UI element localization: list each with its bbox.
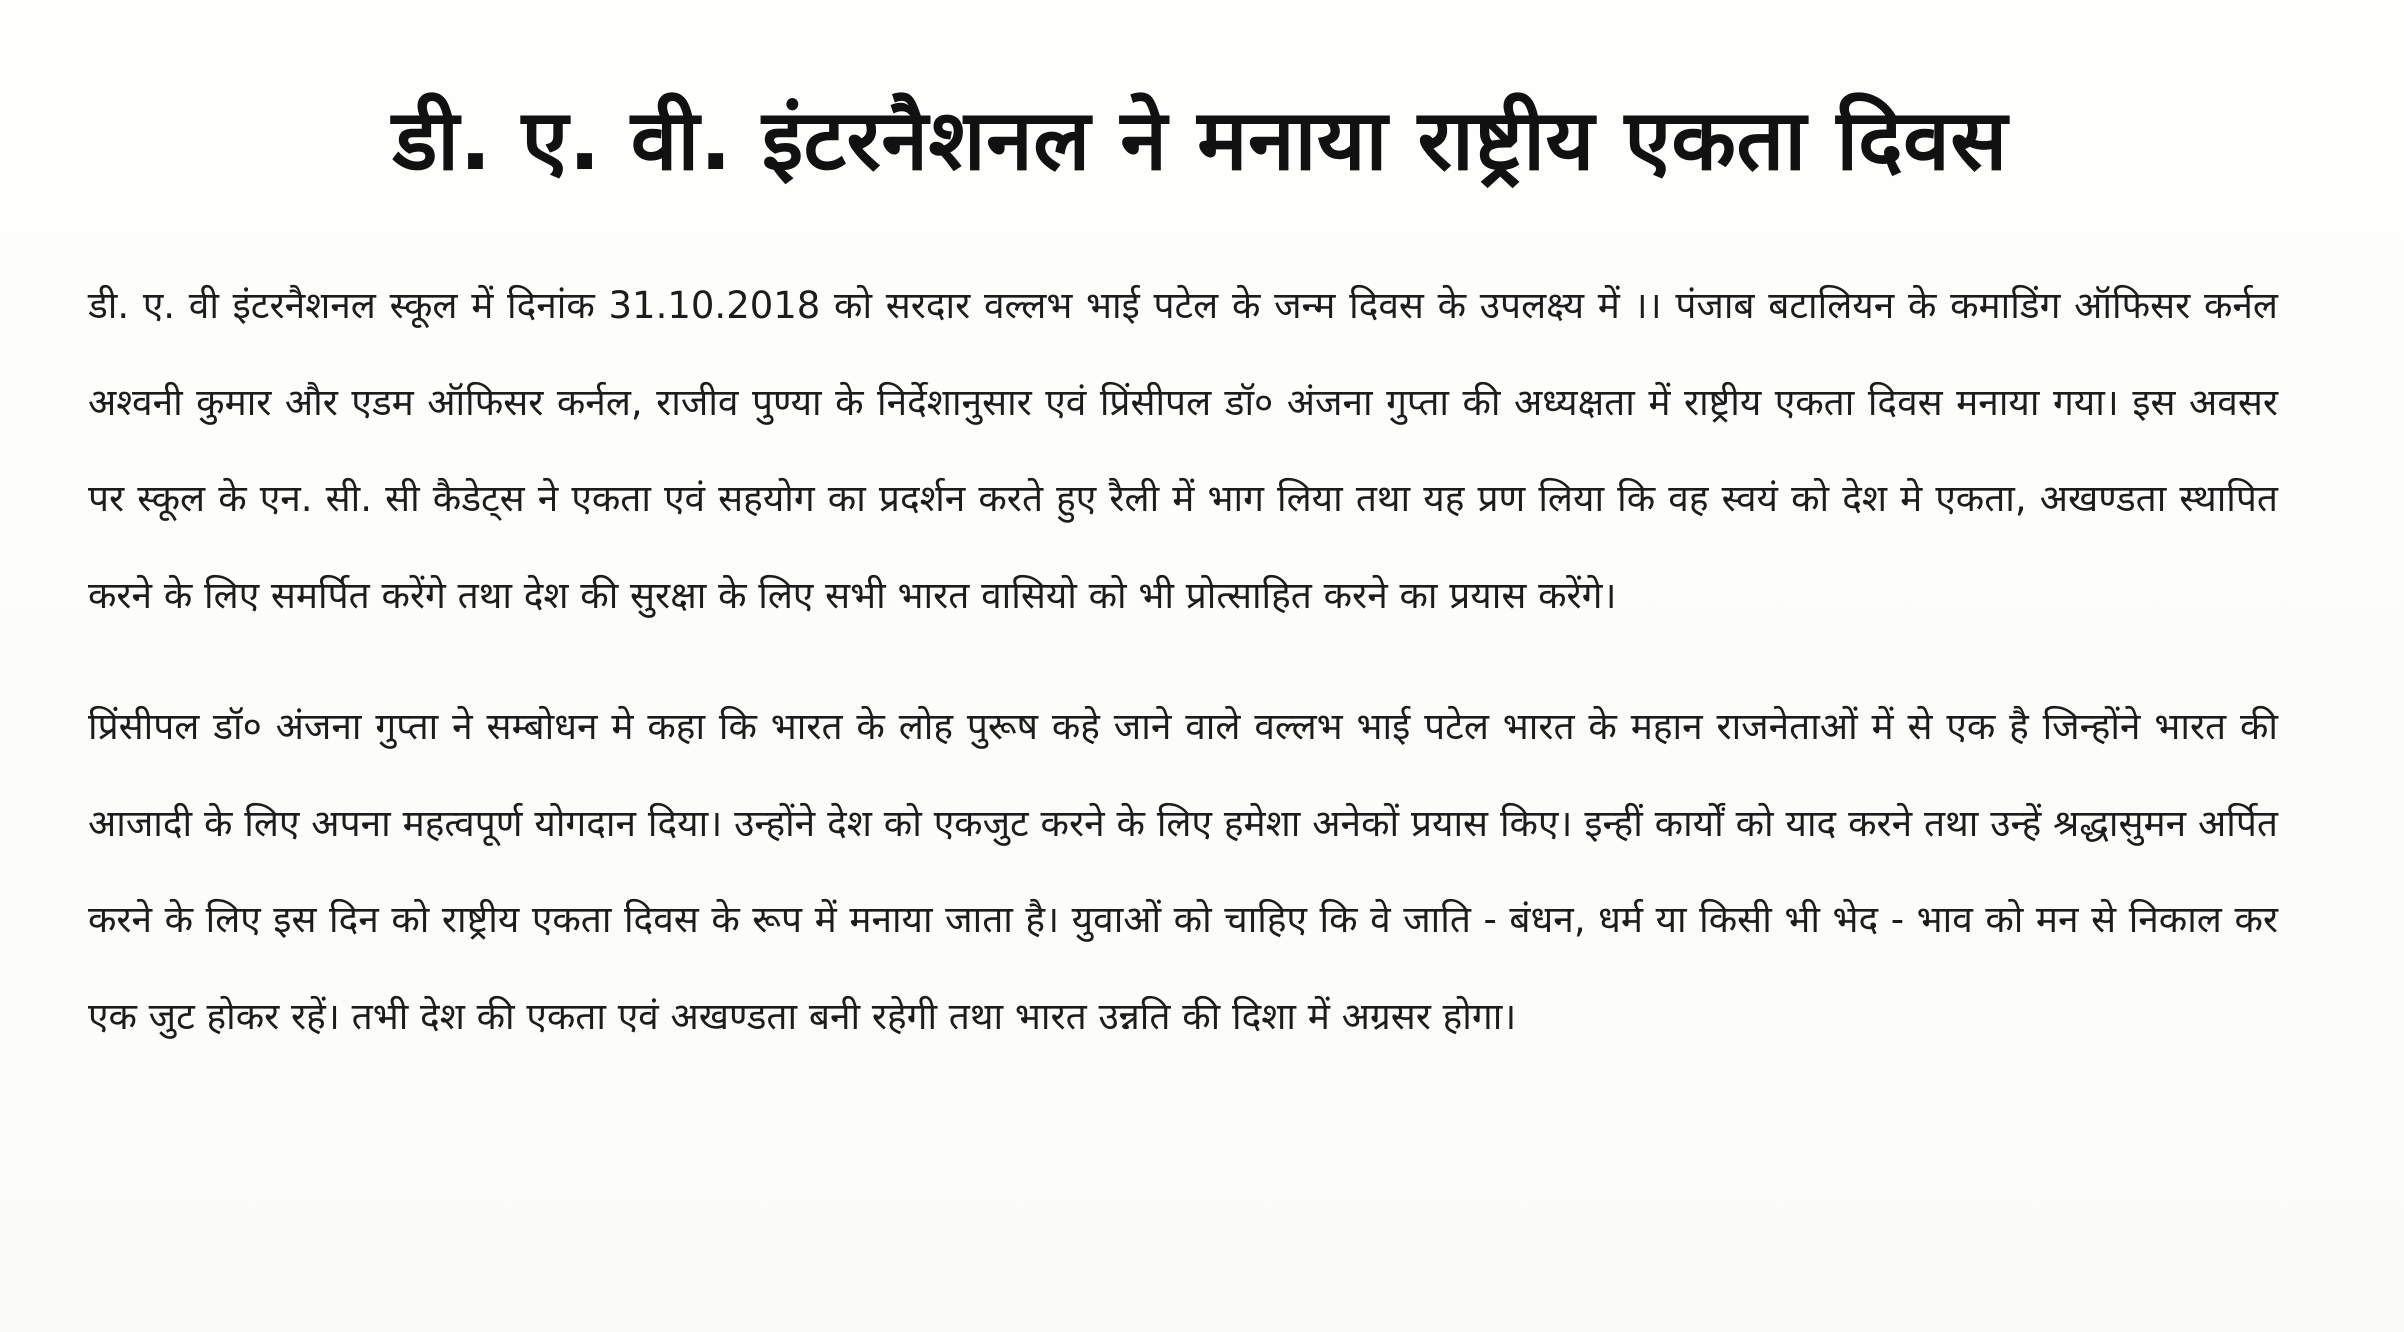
- paragraph-1: डी. ए. वी इंटरनैशनल स्कूल में दिनांक 31.10.2018 को सरदार वल्लभ भाई पटेल के जन्म दिवस के उपलक्ष्य में ।। पंजाब बटालियन के कमाडिंग ऑफिसर कर्नल अश्वनी कुमार और एडम ऑफिसर कर्नल, राजीव पुण्या के निर्देशानुसार एवं प्रिंसीपल डॉ० अंजना गुप्ता की अध्यक्षता में राष्ट्रीय एकता दिवस मनाया गया। इस अवसर पर स्कूल के एन. सी. सी कैडेट्स ने एकता एवं सहयोग का प्रदर्शन करते हुए रैली में भाग लिया तथा यह प्रण लिया कि वह स्वयं को देश मे एकता, अखण्डता स्थापित करने के लिए समर्पित करेंगे तथा देश की सुरक्षा के लिए सभी भारत वासियो को भी प्रोत्साहित करने का प्रयास करेंगे।: [88, 284, 2278, 617]
- document-title: डी. ए. वी. इंटरनैशनल ने मनाया राष्ट्रीय एकता दिवस: [392, 91, 2008, 189]
- paragraph-2: प्रिंसीपल डॉ० अंजना गुप्ता ने सम्बोधन मे कहा कि भारत के लोह पुरूष कहे जाने वाले वल्लभ भाई पटेल भारत के महान राजनेताओं में से एक है जिन्होंने भारत की आजादी के लिए अपना महत्वपूर्ण योगदान दिया। उन्होंने देश को एकजुट करने के लिए हमेशा अनेकों प्रयास किए। इन्हीं कार्यों को याद करने तथा उन्हें श्रद्धासुमन अर्पित करने के लिए इस दिन को राष्ट्रीय एकता दिवस के रूप में मनाया जाता है। युवाओं को चाहिए कि वे जाति - बंधन, धर्म या किसी भी भेद - भाव को मन से निकाल कर एक जुट होकर रहें। तभी देश की एकता एवं अखण्डता बनी रहेगी तथा भारत उन्नति की दिशा में अग्रसर होगा।: [88, 705, 2279, 1038]
- document-body: [88, 258, 2278, 1065]
